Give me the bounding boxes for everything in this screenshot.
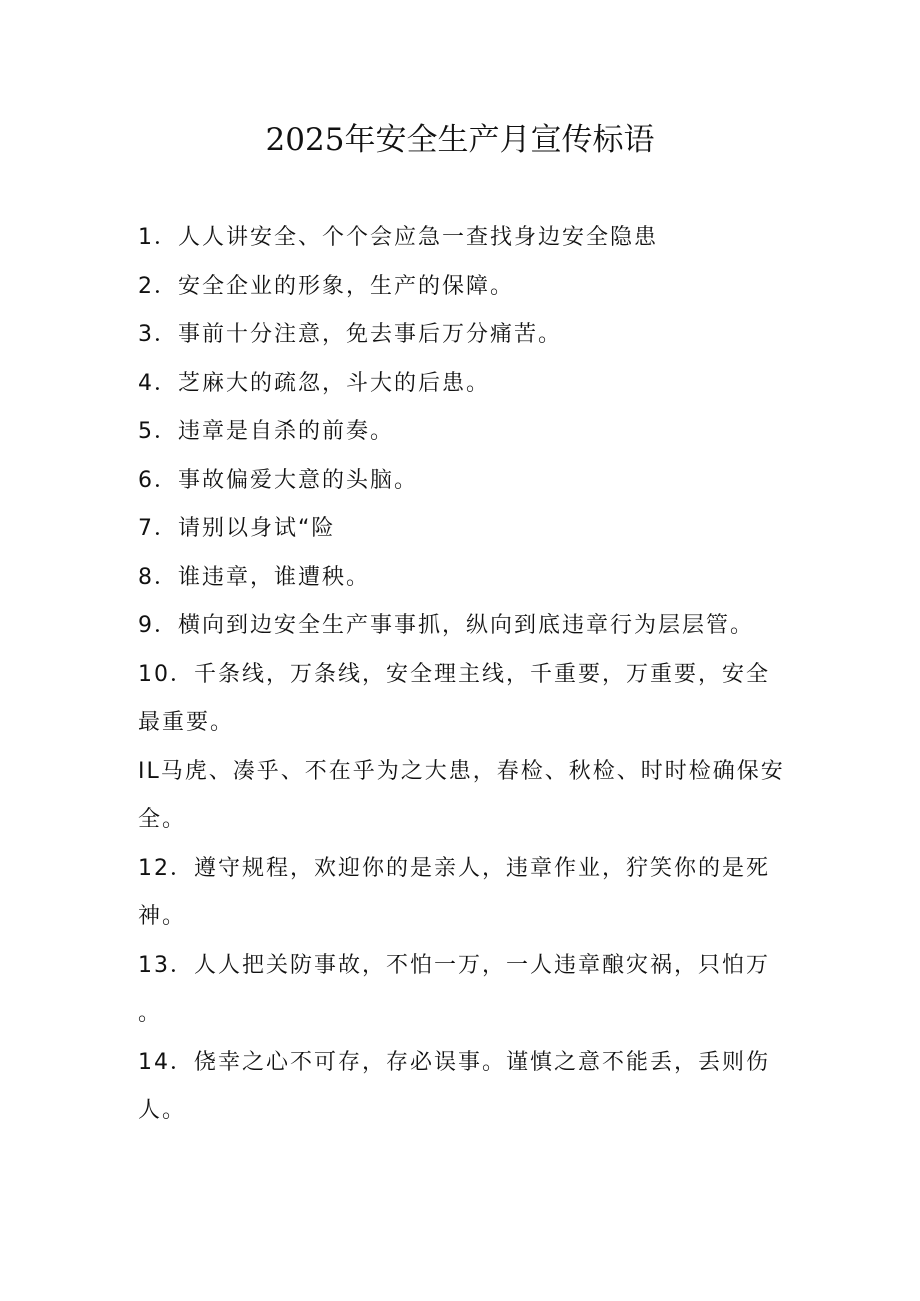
- slogan-item-4: [138, 360, 788, 409]
- slogan-list: [138, 214, 788, 1136]
- slogan-text: ．违章是自杀的前奏。: [154, 419, 395, 444]
- slogan-number: 10: [138, 661, 170, 687]
- slogan-number: 3: [138, 322, 154, 347]
- slogan-item-13: [138, 942, 788, 1039]
- slogan-item-5: [138, 408, 788, 457]
- slogan-number: 1: [138, 225, 154, 250]
- slogan-item-6: [138, 457, 788, 506]
- slogan-number: 9: [138, 613, 154, 638]
- slogan-number: 6: [138, 467, 154, 493]
- slogan-number: 8: [138, 564, 154, 590]
- slogan-text: ．人人讲安全、个个会应急一查找身边安全隐患: [154, 225, 659, 250]
- slogan-text: ．遵守规程，欢迎你的是亲人，违章作业，狞笑你的是死神。: [138, 855, 771, 929]
- slogan-text: ．请别以身试“险: [154, 516, 336, 541]
- slogan-number: 12: [138, 855, 170, 881]
- slogan-text: ．千条线，万条线，安全理主线，千重要，万重要，安全最重要。: [138, 661, 771, 735]
- slogan-text: ．安全企业的形象，生产的保障。: [154, 273, 515, 299]
- slogan-item-14: [138, 1039, 788, 1136]
- slogan-number: 4: [138, 370, 154, 396]
- slogan-number: 7: [138, 516, 154, 541]
- slogan-item-9: [138, 602, 788, 651]
- slogan-item-1: [138, 214, 788, 263]
- slogan-number: 13: [138, 952, 170, 978]
- slogan-number: 14: [138, 1049, 170, 1075]
- slogan-text: ．横向到边安全生产事事抓，纵向到底违章行为层层管。: [154, 613, 755, 638]
- slogan-text: ．人人把关防事故，不怕一万，一人违章酿灾祸，只怕万 。: [138, 952, 771, 1026]
- slogan-text: 马虎、凑乎、不在乎为之大患，春检、秋检、时时检确保安全。: [138, 758, 785, 832]
- slogan-text: ．侥幸之心不可存，存必误事。谨慎之意不能丢，丢则伤人。: [138, 1049, 771, 1123]
- slogan-item-3: [138, 311, 788, 360]
- slogan-item-11: [138, 748, 788, 845]
- slogan-item-7: [138, 505, 788, 554]
- slogan-number: 2: [138, 273, 154, 299]
- document-title: 2025年安全生产月宣传标语: [265, 122, 655, 158]
- slogan-item-2: [138, 263, 788, 312]
- slogan-text: ．芝麻大的疏忽，斗大的后患。: [154, 370, 491, 396]
- slogan-item-12: [138, 845, 788, 942]
- slogan-text: ．事前十分注意，免去事后万分痛苦。: [154, 322, 563, 347]
- slogan-item-10: [138, 651, 788, 748]
- slogan-item-8: [138, 554, 788, 603]
- slogan-text: ．谁违章，谁遭秧。: [154, 564, 371, 590]
- slogan-text: ．事故偏爱大意的头脑。: [154, 467, 419, 493]
- slogan-number: 5: [138, 419, 154, 444]
- slogan-number: IL: [138, 758, 161, 784]
